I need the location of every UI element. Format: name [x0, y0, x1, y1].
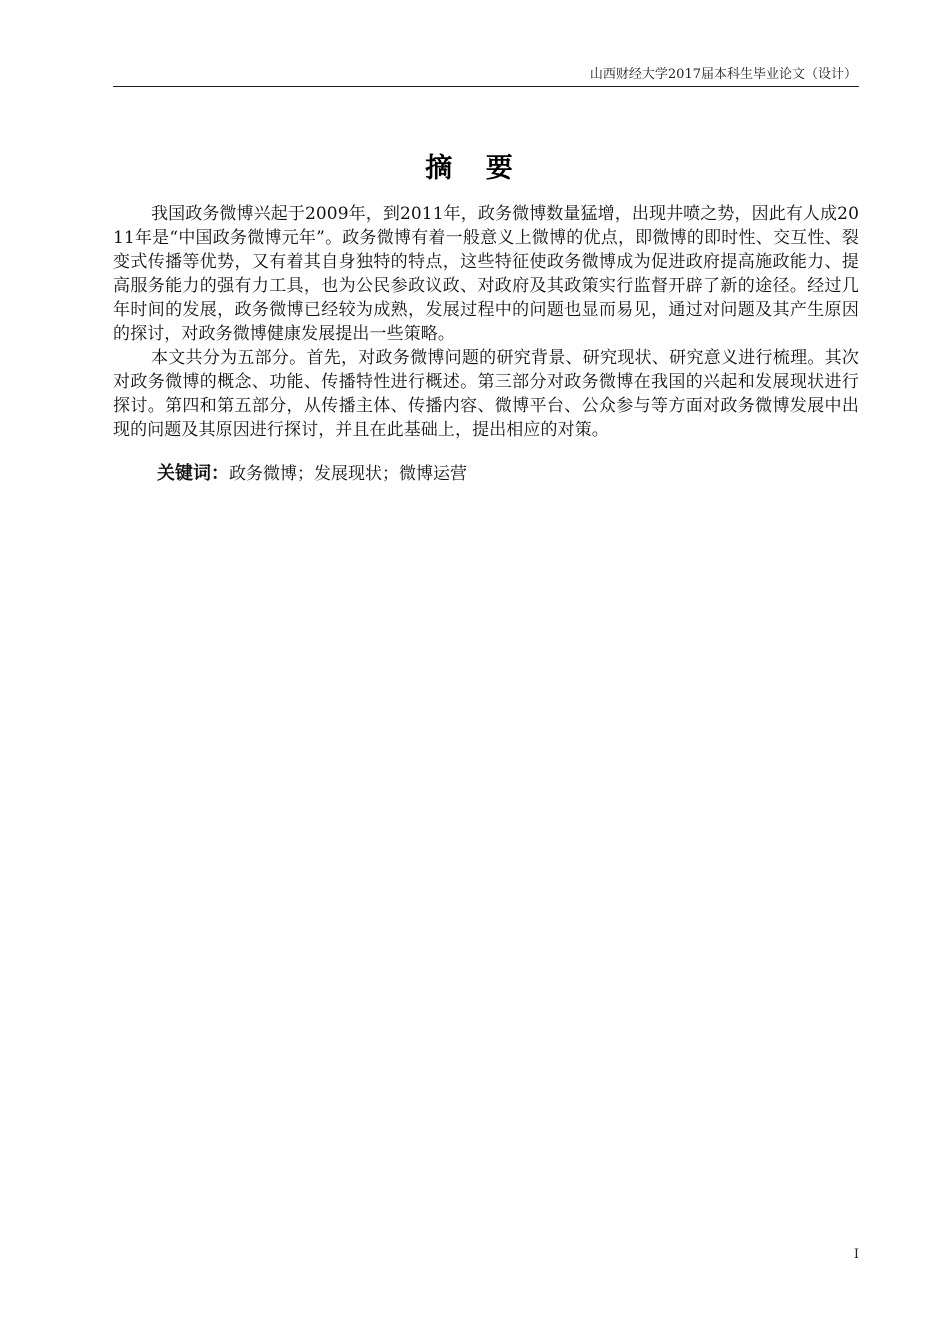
- keywords-value: 政务微博；发展现状；微博运营: [229, 464, 467, 484]
- page-header: [113, 64, 859, 87]
- keywords-line: [157, 462, 467, 486]
- keywords-label: 关键词：: [157, 463, 229, 484]
- abstract-paragraph-1: 我国政务微博兴起于2009年，到2011年，政务微博数量猛增，出现井喷之势，因此有人成2011年是“中国政务微博元年”。政务微博有着一般意义上微博的优点，即微博的即时性、交互性、裂变式传播等优势，又有着其自身独特的特点，这些特征使政务微博成为促进政府提高施政能力、提高服务能力的强有力工具，也为公民参政议政、对政府及其政策实行监督开辟了新的途径。经过几年时间的发展，政务微博已经较为成熟，发展过程中的问题也显而易见，通过对问题及其产生原因的探讨，对政务微博健康发展提出一些策略。: [113, 204, 859, 344]
- abstract-body: [113, 202, 859, 442]
- abstract-paragraph-2: 本文共分为五部分。首先，对政务微博问题的研究背景、研究现状、研究意义进行梳理。其次对政务微博的概念、功能、传播特性进行概述。第三部分对政务微博在我国的兴起和发展现状进行探讨。第四和第五部分，从传播主体、传播内容、微博平台、公众参与等方面对政务微博发展中出现的问题及其原因进行探讨，并且在此基础上，提出相应的对策。: [113, 348, 859, 440]
- header-text: 山西财经大学2017届本科生毕业论文（设计）: [589, 67, 857, 82]
- page-number: I: [853, 1247, 859, 1262]
- abstract-title: 摘 要: [425, 153, 525, 184]
